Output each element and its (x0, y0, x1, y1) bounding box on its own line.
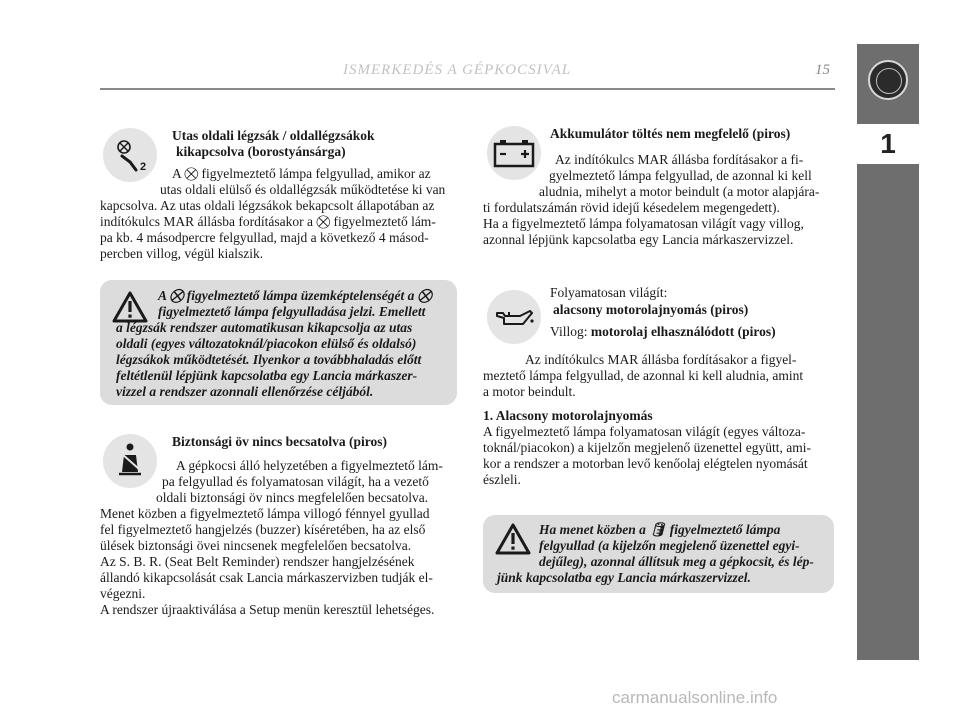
oil-steady-value: alacsony motorolajnyomás (piros) (553, 302, 749, 317)
oil-warning-text (497, 522, 827, 586)
chapter-number: 1 (880, 128, 896, 159)
text-line: gyelmeztető lámpa felgyullad, de azonnal ki kell (549, 168, 812, 183)
text-line: Az indítókulcs MAR állásba fordításakor a figyel- (525, 352, 797, 367)
watermark: carmanualsonline.info (612, 688, 778, 707)
header-divider (100, 88, 835, 90)
seatbelt-body (100, 458, 456, 618)
text-line: azonnal lépjünk kapcsolatba egy Lancia márkaszervizzel. (483, 232, 794, 247)
lancia-logo-icon (868, 60, 908, 100)
text-line: a motor beindult. (483, 384, 576, 399)
text-line: toknál/piacokon) a kijelzőn megjelenő üzenettel együtt, ami- (483, 440, 812, 455)
svg-text:2: 2 (140, 161, 147, 173)
text-line: dejűleg), azonnal állítsuk meg a gépkocsit, és lép- (539, 554, 814, 569)
text-line: A gépkocsi álló helyzetében a figyelmeztető lám- (176, 458, 443, 473)
text-line: kapcsolva. Az utas oldali légzsákok bekapcsolt állapotában az (100, 198, 435, 213)
text-line: pa kb. 4 másodpercre felgyullad, majd a következő 4 másod- (100, 230, 429, 245)
oil-body (483, 352, 838, 400)
text-line: felgyullad (a kijelzőn megjelenő üzenettel egyi- (539, 538, 800, 553)
text-line: indítókulcs MAR állásba fordításakor a ⛒ figyelmeztető lám- (100, 214, 436, 229)
text-line: ti fordulatszámán rövid idejű késedelem megengedett). (483, 200, 780, 215)
text-line: végezni. (100, 586, 146, 601)
text-line: vizzel a rendszer azonnali ellenőrzése céljából. (116, 384, 374, 399)
airbag-title-line1: Utas oldali légzsák / oldallégzsákok (172, 128, 375, 143)
text-line: kor a rendszer a motorban levő kenőolaj elégtelen nyomását (483, 456, 808, 471)
oil-steady-label: Folyamatosan világít: (550, 285, 668, 300)
chapter-tab[interactable] (857, 124, 919, 164)
oil-blink-row (550, 324, 776, 340)
oil-blink-value: motorolaj elhasználódott (piros) (590, 324, 776, 339)
text-line: ülések biztonsági övei nincsenek megfelelően becsatolva. (100, 538, 412, 553)
oil-subheading: 1. Alacsony motorolajnyomás (483, 408, 653, 423)
text-line: pa felgyullad és folyamatosan világít, ha a vezető (162, 474, 429, 489)
text-line: észleli. (483, 472, 521, 487)
text-line: A rendszer újraaktiválása a Setup menün keresztül lehetséges. (100, 602, 435, 617)
text-line: a légzsák rendszer automatikusan kikapcsolja az utas (116, 320, 413, 335)
text-line: Ha a figyelmeztető lámpa folyamatosan világít vagy villog, (483, 216, 804, 231)
text-line: Menet közben a figyelmeztető lámpa villogó fénnyel gyullad (100, 506, 430, 521)
text-line: feltétlenül lépjünk kapcsolatba egy Lancia márkaszer- (116, 368, 418, 383)
airbag-body (100, 166, 456, 262)
text-line: Az indítókulcs MAR állásba fordításakor a fi- (555, 152, 804, 167)
text-line: A ⛒ figyelmeztető lámpa felgyullad, amikor az (172, 166, 431, 181)
oil-can-icon (487, 290, 541, 344)
battery-body (483, 152, 838, 248)
text-line: A ⛒ figyelmeztető lámpa üzemképtelenségét a ⛒ (158, 288, 432, 303)
text-line: meztető lámpa felgyullad, de azonnal ki kell aludnia, amint (483, 368, 804, 383)
text-line: Ha menet közben a 🛢 figyelmeztető lámpa (539, 522, 781, 537)
text-line: jünk kapcsolatba egy Lancia márkaszervizzel. (497, 570, 751, 585)
oil-sub-body (483, 424, 838, 488)
text-line: utas oldali elülső és oldallégzsák működtetése ki van (160, 182, 446, 197)
oil-blink-label: Villog: (550, 324, 588, 339)
text-line: Az S. B. R. (Seat Belt Reminder) rendszer hangjelzésének (100, 554, 415, 569)
text-line: állandó kikapcsolását csak Lancia márkaszervizben tudják el- (100, 570, 433, 585)
page-number: 15 (815, 62, 830, 78)
airbag-warning-text (116, 288, 446, 400)
text-line: figyelmeztető lámpa felgyulladása jelzi. Emellett (158, 304, 426, 319)
text-line: percben villog, végül kialszik. (100, 246, 264, 261)
battery-title: Akkumulátor töltés nem megfelelő (piros) (550, 126, 791, 141)
text-line: légzsákok működtetését. Ilyenkor a továbbhaladás előtt (116, 352, 422, 367)
text-line: A figyelmeztető lámpa folyamatosan világít (egyes változa- (483, 424, 806, 439)
text-line: oldali (egyes változatoknál/piacokon elülső és oldalsó) (116, 336, 417, 351)
text-line: oldali biztonsági öv nincs megfelelően becsatolva. (156, 490, 429, 505)
text-line: fel figyelmeztető hangjelzés (buzzer) kíséretében, ha az első (100, 522, 426, 537)
seatbelt-title: Biztonsági öv nincs becsatolva (piros) (172, 434, 388, 449)
text-line: aludnia, mihelyt a motor beindult (a motor alapjára- (539, 184, 820, 199)
running-header: ISMERKEDÉS A GÉPKOCSIVAL (343, 62, 572, 78)
airbag-title-line2: kikapcsolva (borostyánsárga) (176, 144, 346, 159)
